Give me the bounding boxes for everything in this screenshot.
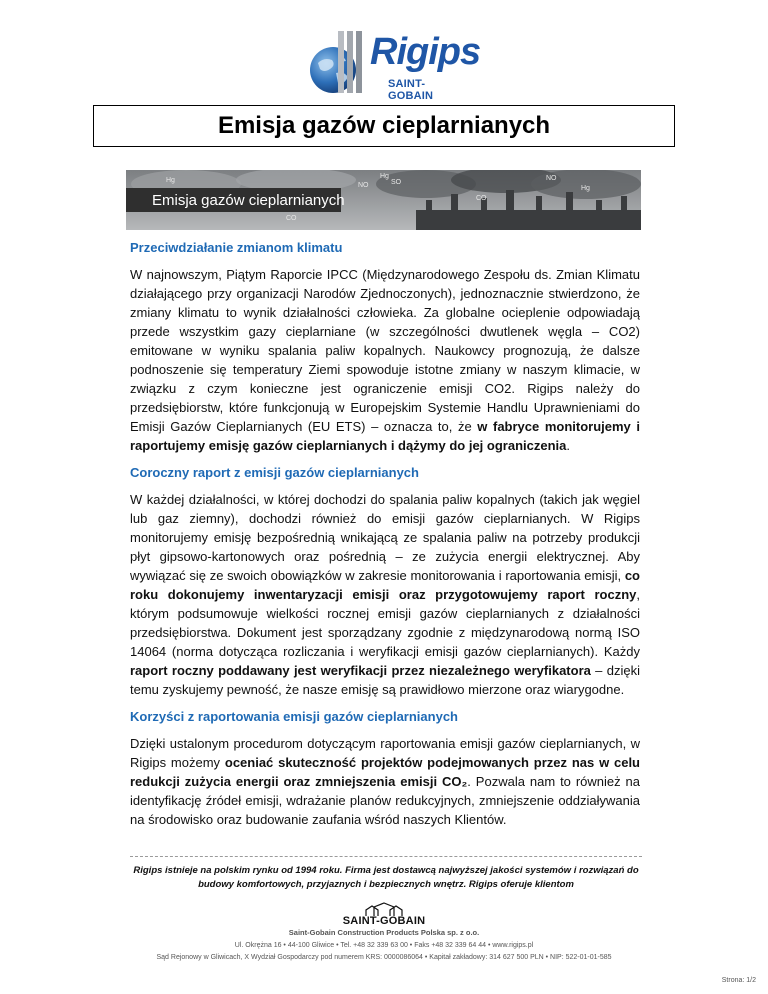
footer-divider [130,856,642,857]
saint-gobain-logo [330,902,438,928]
banner-tag-hg2: Hg [380,173,389,180]
company-name: Saint-Gobain Construction Products Polska sp. z o.o. [288,928,480,937]
banner-tag-hg: Hg [166,177,175,184]
banner-image [126,170,641,230]
text-run: W najnowszym, Piątym Raporcie IPCC (Międzynarodowego Zespołu ds. Zmian Klimatu działającego przy organizacji Narodów Zjednoczonych), jednoznacznie stwierdzono, że zmiany klimatu to wynik działalności człowieka. Za globalne ocieplenie odpowiadają przede wszystkim gazy cieplarniane (w szczególności dwutlenek węgla – CO2) emitowane w wyniku spalania paliw kopalnych. Naukowcy prognozują, że dalsze podnoszenie się temperatury Ziemi spowoduje istotne zmiany w naszym klimacie, w związku z czym konieczne jest ograniczenie emisji CO2. Rigips należy do przedsiębiorstw, które funkcjonują w Europejskim Systemie Handlu Uprawnieniami do Emisji Gazów Cieplarnianych (EU ETS) – oznacza to, że [130,267,640,434]
text-run-bold: oceniać skuteczność projektów podejmowanych przez nas w celu redukcji zużycia energii oraz zmniejszenia emisji CO₂ [130,755,640,789]
company-registration: Sąd Rejonowy w Gliwicach, X Wydział Gospodarczy pod numerem KRS: 0000086064 • Kapitał zakładowy: 314 627 500 PLN • NIP: 522-01-01-585 [156,954,612,961]
banner-tag-so: SO [391,179,402,186]
section-paragraph [130,265,640,455]
section-paragraph [130,490,640,699]
page-number: Strona: 1/2 [721,977,756,984]
page-title: Emisja gazów cieplarnianych [217,112,551,139]
text-run: – dzięki temu zyskujemy pewność, że nasze emisję są prawidłowo mierzone oraz wiarygodne. [130,663,640,697]
section [130,240,640,455]
rigips-logo [308,29,481,102]
banner-label: Emisja gazów cieplarnianych [152,192,345,209]
company-address: Ul. Okrężna 16 • 44-100 Gliwice • Tel. +48 32 339 63 00 • Faks +48 32 339 64 44 • www.rigips.pl [234,942,534,949]
section-heading: Korzyści z raportowania emisji gazów cieplarnianych [130,709,458,724]
banner-tag-co2: CO [286,215,297,222]
title-box [93,105,675,147]
sg-logo-text: SAINT-GOBAIN [342,915,426,927]
section-paragraph [130,734,640,829]
banner-tag-no2: NO [546,175,557,182]
content [130,240,640,839]
footnote: Rigips istnieje na polskim rynku od 1994 roku. Firma jest dostawcą najwyższej jakości systemów i rozwiązań do budowy komfortowych, przyjaznych i bezpiecznych wnętrz. Rigips oferuje klientom [133,865,639,890]
logo-sub: SAINT-GOBAIN [388,78,434,102]
section [130,709,640,829]
text-run-bold: co roku dokonujemy inwentaryzacji emisji oraz przygotowujemy raport roczny [130,568,640,602]
logo-brand: Rigips [370,31,481,73]
text-run: . [566,438,570,453]
section-heading: Przeciwdziałanie zmianom klimatu [130,240,343,255]
text-run: W każdej działalności, w której dochodzi do spalania paliw kopalnych (takich jak węgiel lub gaz ziemny), dochodzi również do emisji gazów cieplarnianych. W Rigips monitorujemy emisję bezpośrednią wnikającą ze spalania paliw na potrzeby produkcji płyt gipsowo-kartonowych oraz pośrednią – ze zużycia energii elektrycznej. Aby wywiązać się ze swoich obowiązków w zakresie monitorowania i raportowania emisji, [130,492,640,583]
banner-tag-hg3: Hg [581,185,590,192]
section-heading: Coroczny raport z emisji gazów cieplarnianych [130,465,419,480]
banner-tag-no: NO [358,182,369,189]
text-run: . Pozwala nam to również na identyfikację źródeł emisji, wdrażanie planów redukcyjnych, zmniejszenie oddziaływania na środowisko oraz budowanie zaufania wśród naszych Klientów. [130,774,640,827]
text-run-bold: raport roczny poddawany jest weryfikacji przez niezależnego weryfikatora [130,663,591,678]
banner-tag-co: CO [476,195,487,202]
section [130,465,640,699]
text-run: , którym podsumowuje wielkości rocznej emisji gazów cieplarnianych z działalności przedsiębiorstwa. Dokument jest sporządzany zgodnie z międzynarodową normą ISO 14064 (norma dotycząca rozliczania i weryfikacji emisji gazów cieplarnianych). Każdy [130,587,640,659]
text-run: Dzięki ustalonym procedurom dotyczącym raportowania emisji gazów cieplarnianych, w Rigips możemy [130,736,640,770]
stripes-icon [338,31,366,93]
sg-building-icon [364,902,404,916]
text-run-bold: w fabryce monitorujemy i raportujemy emisję gazów cieplarnianych i dążymy do jej ograniczenia [130,419,640,453]
